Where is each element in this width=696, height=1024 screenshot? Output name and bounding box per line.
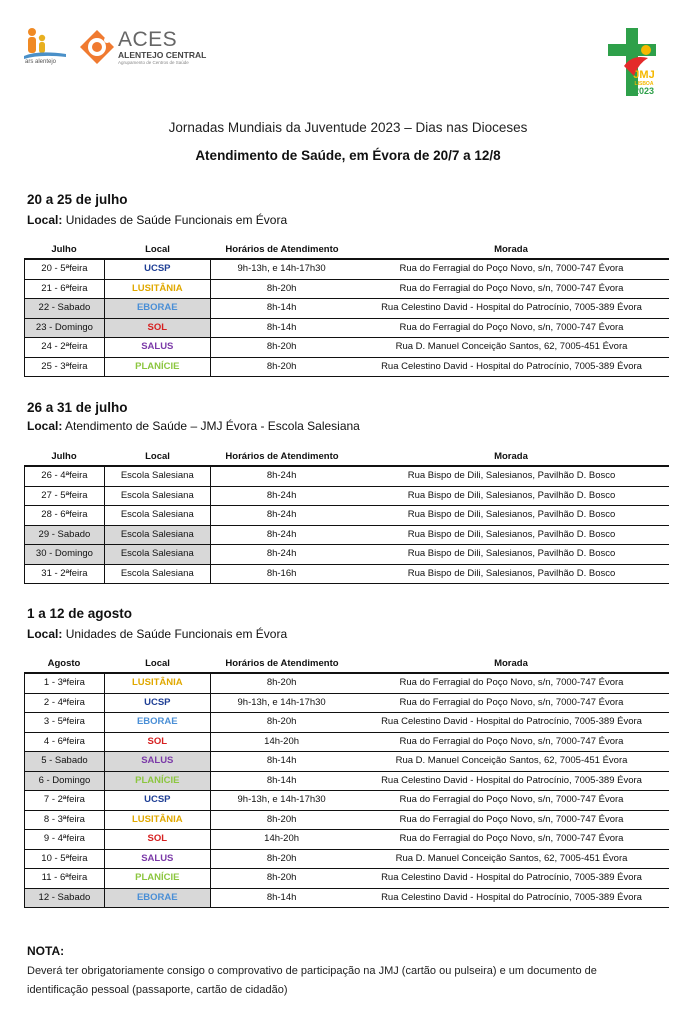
hours-cell: 8h-20h — [266, 813, 297, 825]
hours-cell: 14h-20h — [264, 735, 300, 747]
address-cell — [353, 889, 670, 908]
location-cell: SOL — [104, 319, 211, 338]
hours-cell: 8h-14h — [266, 755, 297, 766]
address-text: Rua Bispo de Dili, Salesianos, Pavilhão D. Bosco — [407, 567, 616, 579]
table-row — [24, 752, 669, 772]
table-row — [24, 772, 669, 792]
table-row — [24, 565, 669, 585]
address-cell — [353, 260, 670, 279]
table-header — [24, 449, 669, 467]
column-header: Horários de Atendimento — [225, 244, 339, 255]
day-cell: 30 - Domingo — [24, 545, 104, 564]
hours-cell: 8h-20h — [266, 341, 297, 352]
address-cell — [353, 752, 670, 771]
hours-cell: 9h-13h, e 14h-17h30 — [237, 696, 326, 708]
address-cell — [353, 674, 670, 693]
table-row — [24, 713, 669, 733]
address-cell — [353, 869, 670, 888]
table-row — [24, 850, 669, 870]
location-cell: SOL — [104, 733, 211, 752]
address-cell — [353, 545, 670, 564]
address-text: Rua do Ferragial do Poço Novo, s/n, 7000-747 Évora — [399, 833, 624, 844]
location-cell: SALUS — [104, 850, 211, 869]
column-header: Julho — [51, 244, 77, 255]
location-cell: LUSITÂNIA — [104, 280, 211, 299]
location-cell: UCSP — [104, 694, 211, 713]
day-cell: 23 - Domingo — [24, 319, 104, 338]
address-cell — [353, 830, 670, 849]
location-cell: PLANÍCIE — [104, 869, 211, 888]
address-text: Rua do Ferragial do Poço Novo, s/n, 7000-747 Évora — [399, 263, 624, 274]
table-row — [24, 811, 669, 831]
address-cell — [353, 506, 670, 525]
table-row — [24, 791, 669, 811]
note-text: Deverá ter obrigatoriamente consigo o comprovativo de participação na JMJ (cartão ou pulseira) e um documento de identificação pessoal (passaporte, cartão de cidadão) — [27, 965, 597, 996]
column-header: Agosto — [47, 658, 81, 669]
address-cell — [353, 791, 670, 810]
location-cell: Escola Salesiana — [104, 526, 211, 545]
location-cell: Escola Salesiana — [104, 565, 211, 584]
hours-cell: 8h-16h — [266, 567, 297, 579]
address-cell — [353, 487, 670, 506]
column-header: Horários de Atendimento — [225, 658, 339, 669]
address-cell — [353, 694, 670, 713]
hours-cell: 9h-13h, e 14h-17h30 — [237, 794, 326, 805]
day-cell: 1 - 3ªfeira — [24, 674, 104, 693]
location-label: Local: — [27, 419, 63, 433]
day-cell: 8 - 3ªfeira — [24, 811, 104, 830]
hours-cell: 8h-20h — [266, 360, 297, 372]
address-cell — [353, 772, 670, 791]
day-cell: 29 - Sabado — [24, 526, 104, 545]
day-cell: 11 - 6ªfeira — [24, 869, 104, 888]
address-cell — [353, 733, 670, 752]
aces-logo-tagline: Agrupamento de Centros de Saúde — [118, 60, 189, 65]
address-cell — [353, 565, 670, 584]
section-heading: 1 a 12 de agosto — [27, 606, 133, 621]
day-cell: 25 - 3ªfeira — [24, 358, 104, 377]
page-subtitle: Atendimento de Saúde, em Évora de 20/7 a 12/8 — [195, 148, 501, 163]
address-text: Rua Celestino David - Hospital do Patrocínio, 7005-389 Évora — [381, 872, 642, 883]
location-cell: PLANÍCIE — [104, 772, 211, 791]
day-cell: 2 - 4ªfeira — [24, 694, 104, 713]
hours-cell: 8h-14h — [266, 774, 297, 786]
table-row — [24, 889, 669, 909]
address-text: Rua Celestino David - Hospital do Patrocínio, 7005-389 Évora — [381, 891, 642, 903]
jmj-logo-city: LISBOA — [634, 81, 654, 87]
address-text: Rua do Ferragial do Poço Novo, s/n, 7000-747 Évora — [399, 282, 624, 294]
table-row — [24, 869, 669, 889]
address-text: Rua do Ferragial do Poço Novo, s/n, 7000-747 Évora — [399, 696, 624, 708]
schedule-table — [24, 242, 669, 377]
location-cell: Escola Salesiana — [104, 506, 211, 525]
column-header: Local — [145, 658, 170, 669]
address-text: Rua do Ferragial do Poço Novo, s/n, 7000-747 Évora — [399, 794, 624, 805]
aces-logo-subtitle: ALENTEJO CENTRAL — [118, 50, 207, 60]
location-cell: Escola Salesiana — [104, 467, 211, 486]
day-cell: 20 - 5ªfeira — [24, 260, 104, 279]
hours-cell: 8h-24h — [266, 489, 297, 501]
section-heading: 20 a 25 de julho — [27, 192, 128, 207]
table-row — [24, 487, 669, 507]
location-cell: Escola Salesiana — [104, 487, 211, 506]
address-cell — [353, 811, 670, 830]
day-cell: 7 - 2ªfeira — [24, 791, 104, 810]
table-row — [24, 694, 669, 714]
column-header: Horários de Atendimento — [225, 451, 339, 462]
aces-logo-title: ACES — [118, 28, 178, 51]
day-cell: 22 - Sabado — [24, 299, 104, 318]
location-label: Local: — [27, 627, 63, 641]
jmj-logo-year: 2023 — [633, 86, 655, 96]
address-text: Rua D. Manuel Conceição Santos, 62, 7005-451 Évora — [395, 755, 628, 766]
jmj-cross-icon — [604, 26, 666, 98]
address-text: Rua do Ferragial do Poço Novo, s/n, 7000-747 Évora — [399, 321, 624, 333]
hours-cell: 8h-20h — [266, 716, 297, 727]
hours-cell: 14h-20h — [264, 833, 300, 844]
aces-alentejo-logo — [78, 28, 208, 68]
ars-alentejo-logo — [22, 26, 68, 70]
location-value: Unidades de Saúde Funcionais em Évora — [65, 213, 288, 227]
address-cell — [353, 280, 670, 299]
schedule-table — [24, 449, 669, 584]
hours-cell: 8h-24h — [266, 528, 297, 540]
table-header — [24, 242, 669, 260]
address-text: Rua Celestino David - Hospital do Patrocínio, 7005-389 Évora — [381, 774, 642, 786]
section-location — [27, 419, 360, 433]
hours-cell: 8h-14h — [266, 891, 297, 903]
location-cell: SALUS — [104, 338, 211, 357]
address-text: Rua Bispo de Dili, Salesianos, Pavilhão D. Bosco — [407, 548, 616, 559]
address-text: Rua Celestino David - Hospital do Patrocínio, 7005-389 Évora — [381, 360, 642, 372]
address-cell — [353, 299, 670, 318]
table-row — [24, 830, 669, 850]
day-cell: 4 - 6ªfeira — [24, 733, 104, 752]
ars-figures-icon — [22, 26, 68, 60]
address-text: Rua D. Manuel Conceição Santos, 62, 7005-451 Évora — [395, 852, 628, 864]
location-cell: Escola Salesiana — [104, 545, 211, 564]
section-location — [27, 627, 287, 641]
location-cell: LUSITÂNIA — [104, 674, 211, 693]
location-cell: LUSITÂNIA — [104, 811, 211, 830]
location-cell: PLANÍCIE — [104, 358, 211, 377]
jmj-lisboa-logo — [604, 26, 666, 98]
day-cell: 26 - 4ªfeira — [24, 467, 104, 486]
table-row — [24, 319, 669, 339]
table-row — [24, 674, 669, 694]
column-header: Local — [145, 451, 170, 462]
page-title: Jornadas Mundiais da Juventude 2023 – Dias nas Dioceses — [168, 120, 528, 135]
table-row — [24, 358, 669, 378]
jmj-logo-title: JMJ — [633, 69, 655, 81]
location-cell: UCSP — [104, 791, 211, 810]
table-row — [24, 545, 669, 565]
hours-cell: 8h-20h — [266, 852, 297, 864]
location-cell: EBORAE — [104, 299, 211, 318]
day-cell: 28 - 6ªfeira — [24, 506, 104, 525]
hours-cell: 9h-13h, e 14h-17h30 — [237, 263, 326, 274]
day-cell: 24 - 2ªfeira — [24, 338, 104, 357]
table-row — [24, 526, 669, 546]
location-cell: EBORAE — [104, 889, 211, 908]
hours-cell: 8h-20h — [266, 282, 297, 294]
day-cell: 21 - 6ªfeira — [24, 280, 104, 299]
table-row — [24, 467, 669, 487]
hours-cell: 8h-24h — [266, 470, 297, 481]
day-cell: 5 - Sabado — [24, 752, 104, 771]
table-row — [24, 506, 669, 526]
day-cell: 6 - Domingo — [24, 772, 104, 791]
address-cell — [353, 358, 670, 377]
address-text: Rua do Ferragial do Poço Novo, s/n, 7000-747 Évora — [399, 677, 624, 688]
day-cell: 31 - 2ªfeira — [24, 565, 104, 584]
schedule-table — [24, 656, 669, 908]
hours-cell: 8h-14h — [266, 302, 297, 313]
address-cell — [353, 713, 670, 732]
table-row — [24, 280, 669, 300]
address-cell — [353, 467, 670, 486]
aces-emblem-icon — [78, 28, 116, 66]
table-row — [24, 733, 669, 753]
day-cell: 9 - 4ªfeira — [24, 830, 104, 849]
column-header: Morada — [494, 451, 528, 462]
address-cell — [353, 319, 670, 338]
location-value: Unidades de Saúde Funcionais em Évora — [65, 627, 288, 641]
column-header: Local — [145, 244, 170, 255]
hours-cell: 8h-24h — [266, 548, 297, 559]
hours-cell: 8h-24h — [266, 509, 297, 520]
note-title: NOTA: — [27, 944, 65, 958]
location-cell: EBORAE — [104, 713, 211, 732]
day-cell: 3 - 5ªfeira — [24, 713, 104, 732]
address-text: Rua Bispo de Dili, Salesianos, Pavilhão D. Bosco — [407, 509, 616, 520]
location-cell: UCSP — [104, 260, 211, 279]
address-text: Rua Bispo de Dili, Salesianos, Pavilhão D. Bosco — [407, 489, 616, 501]
address-cell — [353, 850, 670, 869]
section-location — [27, 213, 287, 227]
table-row — [24, 299, 669, 319]
address-cell — [353, 338, 670, 357]
location-cell: SOL — [104, 830, 211, 849]
location-value: Atendimento de Saúde – JMJ Évora - Escola Salesiana — [65, 419, 360, 433]
day-cell: 27 - 5ªfeira — [24, 487, 104, 506]
hours-cell: 8h-20h — [266, 872, 297, 883]
address-text: Rua do Ferragial do Poço Novo, s/n, 7000-747 Évora — [399, 735, 624, 747]
location-label: Local: — [27, 213, 63, 227]
column-header: Julho — [51, 451, 77, 462]
address-text: Rua Bispo de Dili, Salesianos, Pavilhão D. Bosco — [407, 470, 616, 481]
address-text: Rua Celestino David - Hospital do Patrocínio, 7005-389 Évora — [381, 716, 642, 727]
day-cell: 12 - Sabado — [24, 889, 104, 908]
column-header: Morada — [494, 658, 528, 669]
hours-cell: 8h-20h — [266, 677, 297, 688]
table-row — [24, 260, 669, 280]
table-row — [24, 338, 669, 358]
location-cell: SALUS — [104, 752, 211, 771]
ars-logo-text: ars alentejo — [25, 59, 57, 65]
address-text: Rua Celestino David - Hospital do Patrocínio, 7005-389 Évora — [381, 302, 642, 313]
hours-cell: 8h-14h — [266, 321, 297, 333]
address-text: Rua Bispo de Dili, Salesianos, Pavilhão D. Bosco — [407, 528, 616, 540]
address-text: Rua D. Manuel Conceição Santos, 62, 7005-451 Évora — [395, 341, 628, 352]
address-cell — [353, 526, 670, 545]
section-heading: 26 a 31 de julho — [27, 400, 128, 415]
address-text: Rua do Ferragial do Poço Novo, s/n, 7000-747 Évora — [399, 813, 624, 825]
table-header — [24, 656, 669, 674]
column-header: Morada — [494, 244, 528, 255]
day-cell: 10 - 5ªfeira — [24, 850, 104, 869]
